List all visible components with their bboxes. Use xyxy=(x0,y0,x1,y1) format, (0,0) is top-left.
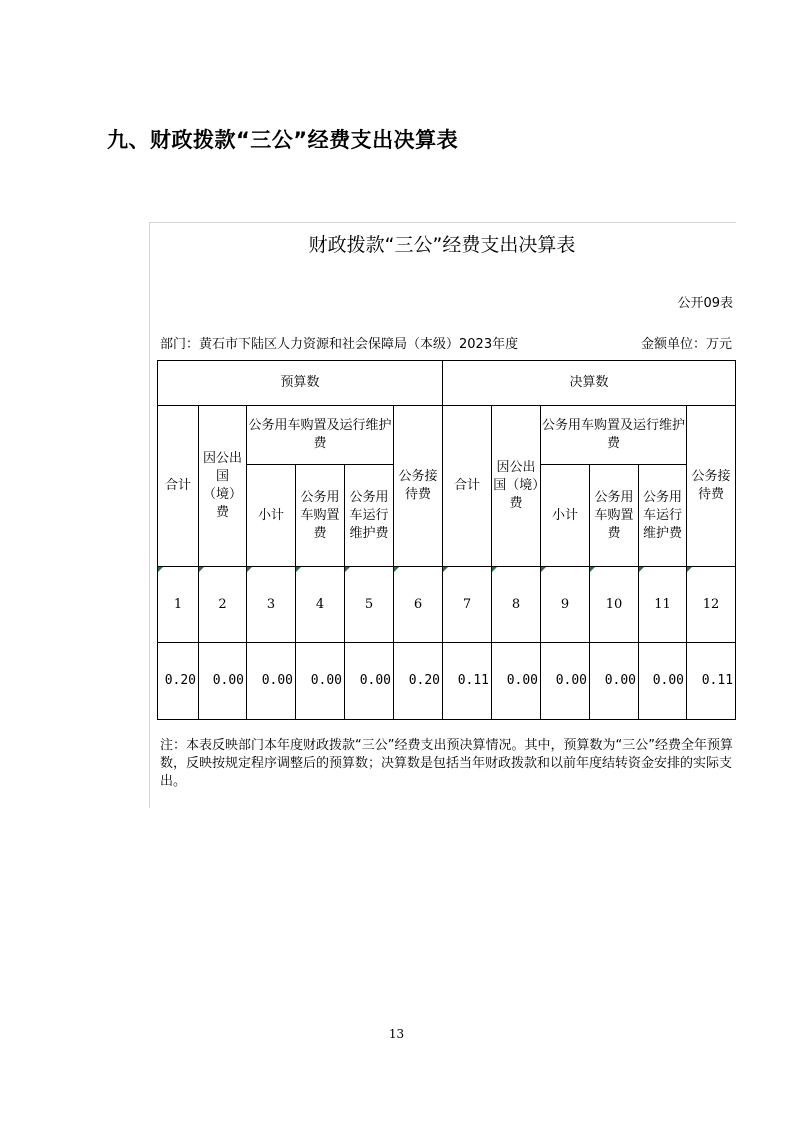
value-final-vehicle-purchase: 0.00 xyxy=(590,643,639,720)
value-budget-abroad: 0.00 xyxy=(199,643,247,720)
header-abroad: 因公出国（境）费 xyxy=(199,406,247,567)
cell-marker-icon xyxy=(541,567,546,572)
header-vehicle-operation: 公务用车运行维护费 xyxy=(345,465,394,567)
form-code: 公开09表 xyxy=(677,296,733,311)
column-number: 3 xyxy=(247,567,296,643)
header-reception: 公务接待费 xyxy=(687,406,736,567)
cell-marker-icon xyxy=(247,567,252,572)
value-row xyxy=(158,643,736,720)
header-subtotal: 小计 xyxy=(541,465,590,567)
cell-marker-icon xyxy=(394,567,399,572)
value-budget-reception: 0.20 xyxy=(394,643,443,720)
column-number: 12 xyxy=(687,567,736,643)
table-title: 财政拨款“三公”经费支出决算表 xyxy=(308,234,576,256)
header-reception: 公务接待费 xyxy=(394,406,443,567)
value-budget-vehicle-subtotal: 0.00 xyxy=(247,643,296,720)
column-number-row xyxy=(158,567,736,643)
column-number: 1 xyxy=(158,567,199,643)
cell-marker-icon xyxy=(199,567,204,572)
cell-marker-icon xyxy=(158,567,163,572)
column-number: 10 xyxy=(590,567,639,643)
header-total: 合计 xyxy=(158,406,199,567)
table-note: 注：本表反映部门本年度财政拨款“三公”经费支出预决算情况。其中，预算数为“三公”经费全年预算数，反映按规定程序调整后的预算数；决算数是包括当年财政拨款和以前年度结转资金安排的实际支出。 xyxy=(160,738,733,789)
group-header-budget: 预算数 xyxy=(158,361,443,406)
column-number: 5 xyxy=(345,567,394,643)
amount-unit-label: 金额单位：万元 xyxy=(640,337,732,352)
header-vehicle-purchase: 公务用车购置费 xyxy=(590,465,639,567)
column-number: 7 xyxy=(443,567,492,643)
value-final-vehicle-subtotal: 0.00 xyxy=(541,643,590,720)
value-budget-vehicle-operation: 0.00 xyxy=(345,643,394,720)
header-vehicle-operation: 公务用车运行维护费 xyxy=(639,465,687,567)
column-number: 6 xyxy=(394,567,443,643)
value-budget-vehicle-purchase: 0.00 xyxy=(296,643,345,720)
cell-marker-icon xyxy=(345,567,350,572)
column-number: 11 xyxy=(639,567,687,643)
cell-marker-icon xyxy=(492,567,497,572)
cell-marker-icon xyxy=(687,567,692,572)
three-public-expenditure-table xyxy=(157,360,736,720)
page-number: 13 xyxy=(388,1027,405,1041)
section-heading: 九、财政拨款“三公”经费支出决算表 xyxy=(107,128,459,152)
group-header-final: 决算数 xyxy=(443,361,736,406)
column-number: 2 xyxy=(199,567,247,643)
header-vehicle-group: 公务用车购置及运行维护费 xyxy=(247,406,394,465)
column-number: 4 xyxy=(296,567,345,643)
header-abroad: 因公出国（境）费 xyxy=(492,406,541,567)
value-final-vehicle-operation: 0.00 xyxy=(639,643,687,720)
value-final-total: 0.11 xyxy=(443,643,492,720)
cell-marker-icon xyxy=(590,567,595,572)
cell-marker-icon xyxy=(443,567,448,572)
header-subtotal: 小计 xyxy=(247,465,296,567)
header-vehicle-group: 公务用车购置及运行维护费 xyxy=(541,406,687,465)
column-number: 9 xyxy=(541,567,590,643)
value-budget-total: 0.20 xyxy=(158,643,199,720)
header-vehicle-purchase: 公务用车购置费 xyxy=(296,465,345,567)
value-final-abroad: 0.00 xyxy=(492,643,541,720)
cell-marker-icon xyxy=(639,567,644,572)
department-label: 部门：黄石市下陆区人力资源和社会保障局（本级）2023年度 xyxy=(160,337,519,352)
header-total: 合计 xyxy=(443,406,492,567)
column-number: 8 xyxy=(492,567,541,643)
cell-marker-icon xyxy=(296,567,301,572)
value-final-reception: 0.11 xyxy=(687,643,736,720)
